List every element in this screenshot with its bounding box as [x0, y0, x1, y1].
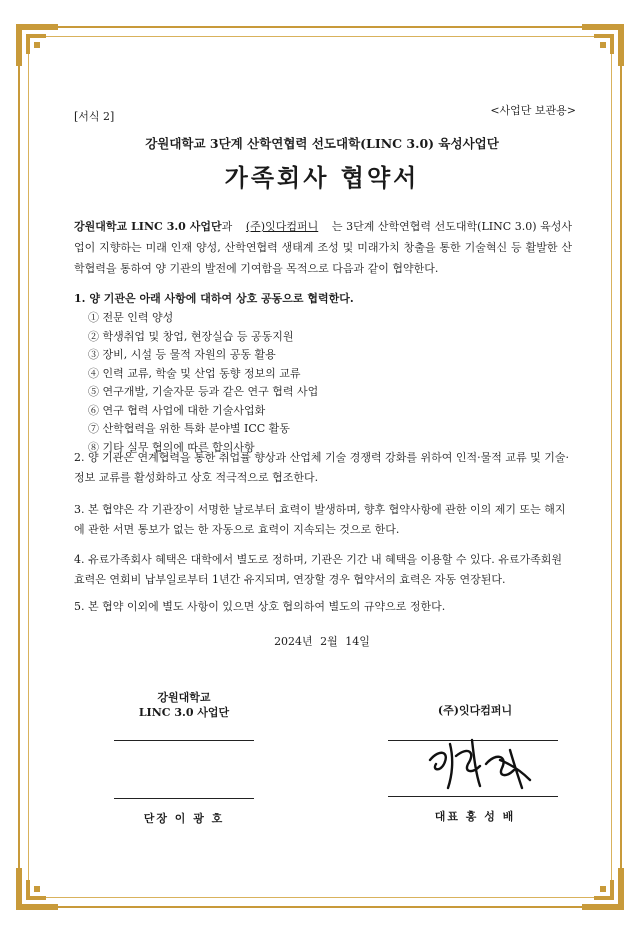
- cooperation-item-list: [74, 309, 574, 457]
- intro-conjunction: 과: [221, 220, 233, 233]
- left-org-line1: 강원대학교: [157, 691, 211, 704]
- left-signatory-name: 단장 이 광 호: [143, 812, 225, 825]
- left-signature-line-2: [114, 798, 254, 799]
- list-item: ⑤ 연구개발, 기술자문 등과 같은 연구 협력 사업: [88, 385, 319, 398]
- document-title: 가족회사 협약서: [224, 163, 420, 192]
- right-signatory-name: 대표 홍 성 배: [434, 810, 516, 823]
- agreement-document: [62, 90, 582, 870]
- frame-corner-ornament: [14, 866, 60, 912]
- frame-corner-ornament: [580, 22, 626, 68]
- article-1-heading: 1. 양 기관은 아래 사항에 대하여 상호 공동으로 협력한다.: [74, 292, 354, 305]
- article-4: 4. 유료가족회사 혜택은 대학에서 별도로 정하며, 기관은 기간 내 혜택을 이용할 수 있다. 유료가족회원 효력은 연회비 납부일로부터 1년간 유지되며, 연장할 경우 협약서의 효력은 자동 연장된다.: [74, 553, 562, 586]
- article-2: 2. 양 기관은 연계협력을 통한 취업률 향상과 산업체 기술 경쟁력 강화를 위하여 인적·물적 교류 및 기술·정보 교류를 활성화하고 상호 적극적으로 협조한다.: [74, 451, 569, 484]
- left-org-line2: LINC 3.0 사업단: [138, 706, 230, 719]
- document-subtitle: 강원대학교 3단계 산학연협력 선도대학(LINC 3.0) 육성사업단: [145, 136, 499, 151]
- article-1: [74, 289, 574, 457]
- list-item: ② 학생취업 및 창업, 현장실습 등 공동지원: [88, 329, 294, 343]
- list-item: ③ 장비, 시설 등 물적 자원의 공동 활용: [88, 348, 276, 361]
- form-number: [서식 2]: [74, 110, 115, 123]
- list-item: ④ 인력 교류, 학술 및 산업 동향 정보의 교류: [88, 366, 301, 380]
- party-b-company: (주)잇다컴퍼니: [245, 220, 319, 233]
- article-5: 5. 본 협약 이외에 별도 사항이 있으면 상호 협의하여 별도의 규약으로 정한다.: [74, 600, 446, 613]
- party-a: 강원대학교 LINC 3.0 사업단: [74, 220, 222, 233]
- frame-corner-ornament: [580, 866, 626, 912]
- article-3: 3. 본 협약은 각 기관장이 서명한 날로부터 효력이 발생하며, 향후 협약사항에 관한 이의 제기 또는 해지에 관한 서면 통보가 없는 한 자동으로 효력이 지속되는 것으로 한다.: [74, 503, 566, 536]
- copy-keeper-label: <사업단 보관용>: [490, 104, 576, 117]
- list-item: ⑥ 연구 협력 사업에 대한 기술사업화: [88, 403, 266, 417]
- agreement-date: 2024년 2월 14일: [274, 635, 370, 648]
- right-signatory-org: (주)잇다컴퍼니: [437, 704, 513, 717]
- list-item: ⑦ 산학협력을 위한 특화 분야별 ICC 활동: [88, 422, 290, 435]
- left-signatory-org: [114, 690, 254, 720]
- list-item: ⑧ 기타 실무 협의에 따른 합의사항: [88, 440, 255, 454]
- intro-paragraph: [74, 216, 572, 279]
- handwritten-signature: [410, 730, 550, 800]
- intro-text: 는 3단계 산학연협력 선도대학(LINC 3.0) 육성사업이 지향하는 미래 인재 양성, 산학연협력 생태계 조성 및 미래가치 창출을 통한 기술혁신 등 활발한 산학협력을 통하여 양 기관의 발전에 기여함을 목적으로 다음과 같이 협약한다.: [74, 220, 573, 275]
- left-signature-line-1: [114, 740, 254, 741]
- frame-corner-ornament: [14, 22, 60, 68]
- list-item: ① 전문 인력 양성: [88, 311, 174, 324]
